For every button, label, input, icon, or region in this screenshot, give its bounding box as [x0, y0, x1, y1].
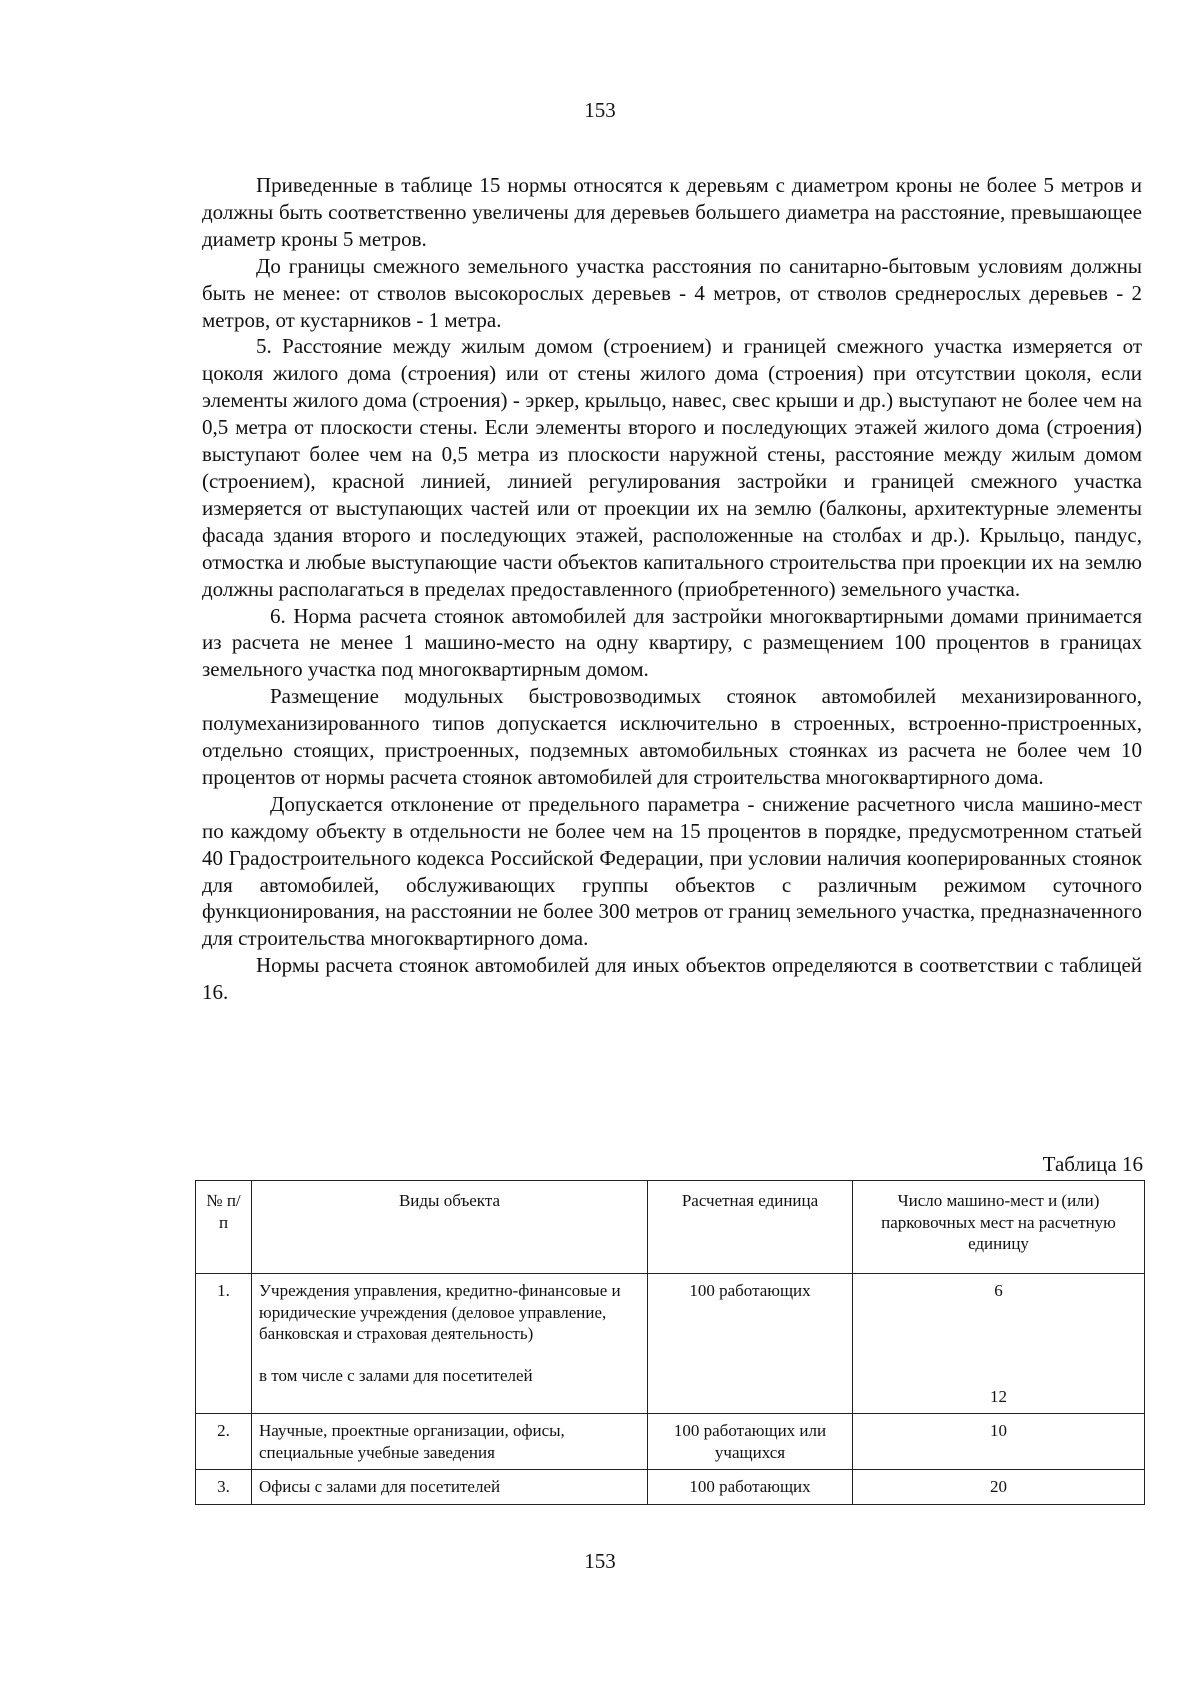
- table-caption: Таблица 16: [1042, 1152, 1143, 1176]
- body-text: [202, 172, 1142, 1006]
- row-number: 2.: [196, 1414, 252, 1470]
- object-type-subline: в том числе с залами для посетителей: [259, 1365, 533, 1385]
- paragraph-item-6: 6. Норма расчета стоянок автомобилей для застройки многоквартирными домами принимается из расчета не менее 1 машино-место на одну квартиру, с размещением 100 процентов в границах земельного участка под многоквартирным домом.: [202, 603, 1142, 682]
- row-object-type: [252, 1274, 648, 1414]
- table-header-row: [196, 1181, 1145, 1274]
- row-value: 10: [853, 1414, 1145, 1470]
- paragraph-boundary-distances: До границы смежного земельного участка расстояния по санитарно-бытовым условиям должны быть не менее: от стволов высокорослых деревьев - 4 метров, от стволов среднерослых деревьев - 2 метров, от кустарников - 1 метра.: [202, 253, 1142, 332]
- row-object-type: Научные, проектные организации, офисы, специальные учебные заведения: [252, 1414, 648, 1470]
- table-row: [196, 1414, 1145, 1470]
- header-number: № п/п: [196, 1181, 252, 1274]
- row-unit: 100 работающих или учащихся: [648, 1414, 853, 1470]
- row-unit: 100 работающих: [648, 1470, 853, 1505]
- paragraph-deviation: Допускается отклонение от предельного параметра - снижение расчетного числа машино-мест по каждому объекту в отдельности не более чем на 15 процентов в порядке, предусмотренном статьей 40 Градостроительного кодекса Российской Федерации, при условии наличия кооперированных стоянок для автомобилей, обслуживающих группы объектов с различным режимом суточного функционирования, на расстоянии не более 300 метров от границ земельного участка, предназначенного для строительства многоквартирного дома.: [202, 791, 1142, 951]
- header-object-type: Виды объекта: [252, 1181, 648, 1274]
- paragraph-table-reference: Нормы расчета стоянок автомобилей для иных объектов определяются в соответствии с таблицей 16.: [202, 953, 1142, 1005]
- page-number-top: 153: [584, 98, 616, 122]
- row-number: 1.: [196, 1274, 252, 1414]
- header-parking-count: Число машино-мест и (или) парковочных мест на расчетную единицу: [853, 1181, 1145, 1274]
- row-value: [853, 1274, 1145, 1414]
- paragraph-modular-parking: Размещение модульных быстровозводимых стоянок автомобилей механизированного, полумеханизированного типов допускается исключительно в строенных, встроенно-пристроенных, отдельно стоящих, пристроенных, подземных автомобильных стоянках из расчета не более чем 10 процентов от нормы расчета стоянок автомобилей для строительства многоквартирного дома.: [202, 684, 1142, 789]
- value-text: 6: [994, 1281, 1003, 1300]
- parking-norms-table: [195, 1180, 1145, 1505]
- header-unit: Расчетная единица: [648, 1181, 853, 1274]
- table-row: [196, 1470, 1145, 1505]
- paragraph-tree-norms: Приведенные в таблице 15 нормы относятся к деревьям с диаметром кроны не более 5 метров и должны быть соответственно увеличены для деревьев большего диаметра на расстояние, превышающее диаметр кроны 5 метров.: [202, 173, 1142, 251]
- paragraph-item-5: 5. Расстояние между жилым домом (строением) и границей смежного участка измеряется от цоколя жилого дома (строения) или от стены жилого дома (строения) при отсутствии цоколя, если элементы жилого дома (строения) - эркер, крыльцо, навес, свес крыши и др.) выступают не более чем на 0,5 метра от плоскости стены. Если элементы второго и последующих этажей жилого дома (строения) выступают более чем на 0,5 метра из плоскости наружной стены, расстояние между жилым домом (строением), красной линией, линией регулирования застройки и границей смежного участка измеряется от выступающих частей или от проекции их на землю (балконы, архитектурные элементы фасада здания второго и последующих этажей, расположенные на столбах и др.). Крыльцо, пандус, отмостка и любые выступающие части объектов капитального строительства при проекции их на землю должны располагаться в пределах предоставленного (приобретенного) земельного участка.: [202, 334, 1142, 601]
- row-object-type: Офисы с залами для посетителей: [252, 1470, 648, 1505]
- row-number: 3.: [196, 1470, 252, 1505]
- object-type-text: Учреждения управления, кредитно-финансовые и юридические учреждения (деловое управление, банковская и страховая деятельность): [259, 1281, 621, 1343]
- value-subline: 12: [990, 1386, 1007, 1406]
- row-value: 20: [853, 1470, 1145, 1505]
- table-row: [196, 1274, 1145, 1414]
- page-number-bottom: 153: [584, 1549, 616, 1573]
- row-unit: 100 работающих: [648, 1274, 853, 1414]
